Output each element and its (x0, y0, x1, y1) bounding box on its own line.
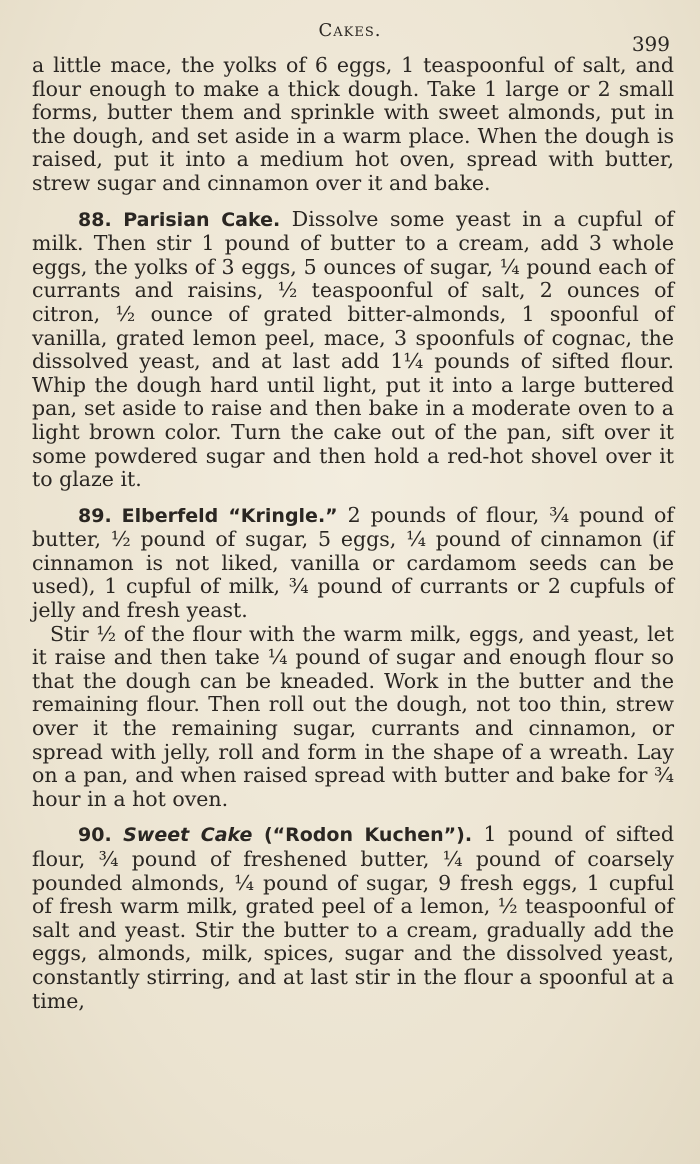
recipe-number: 88. (78, 208, 112, 231)
recipe-89-method: Stir ½ of the flour with the warm milk, eggs, and yeast, let it raise and then take ¼ pound of sugar and enough flour so that the dough can be kneaded. Work in the butter and the remaining flour. Then roll out the dough, not too thin, strew over it the remaining sugar, currants and cinnamon, or spread with jelly, roll and form in the shape of a wreath. Lay on a pan, and when raised spread with butter and bake for ¾ hour in a hot oven. (32, 621, 674, 811)
recipe-number: 89. (78, 504, 112, 527)
recipe-text: 1 pound of sifted flour, ¾ pound of freshened butter, ¼ pound of coarsely pounded almonds, ¼ pound of sugar, 9 fresh eggs, 1 cupful of fresh warm milk, grated peel of a lemon, ½ teaspoonful of salt and yeast. Stir the butter to a cream, gradually add the eggs, almonds, milk, spices, sugar and the dissolved yeast, constantly stirring, and at last stir in the flour a spoonful at a time, (32, 822, 674, 1013)
recipe-title: Elberfeld “Kringle.” (121, 504, 338, 527)
section-title: Cakes. (318, 20, 382, 41)
body-text (32, 54, 674, 1013)
recipe-number: 90. (78, 824, 112, 847)
continuation-paragraph: a little mace, the yolks of 6 eggs, 1 teaspoonful of salt, and flour enough to make a thick dough. Take 1 large or 2 small forms, butter them and sprinkle with sweet almonds, put in the dough, and set aside in a warm place. When the dough is raised, put it into a medium hot oven, spread with butter, strew sugar and cinnamon over it and bake. (32, 53, 674, 195)
page-number: 399 (631, 32, 670, 56)
recipe-88 (32, 208, 674, 492)
recipe-90 (32, 823, 674, 1013)
recipe-title: Sweet Cake (123, 824, 253, 847)
recipe-text: Dissolve some yeast in a cupful of milk. Then stir 1 pound of butter to a cream, add 3 whole eggs, the yolks of 3 eggs, 5 ounces of sugar, ¼ pound each of currants and raisins, ½ teaspoonful of salt, 2 ounces of citron, ½ ounce of grated bitter-almonds, 1 spoonful of vanilla, grated lemon peel, mace, 3 spoonfuls of cognac, the dissolved yeast, and at last add 1¼ pounds of sifted flour. Whip the dough hard until light, put it into a large buttered pan, set aside to raise and then bake in a moderate oven to a light brown color. Turn the cake out of the pan, sift over it some powdered sugar and then hold a red-hot shovel over it to glaze it. (32, 206, 674, 492)
running-head (0, 20, 700, 56)
recipe-text: 2 pounds of flour, ¾ pound of butter, ½ pound of sugar, 5 eggs, ¼ pound of cinnamon (if cinnamon is not liked, vanilla or cardamom seeds can be used), 1 cupful of milk, ¾ pound of currants or 2 cupfuls of jelly and fresh yeast. (32, 502, 674, 623)
recipe-title: Parisian Cake. (123, 208, 281, 231)
recipe-89 (32, 504, 674, 623)
recipe-subtitle: (“Rodon Kuchen”). (252, 824, 473, 847)
